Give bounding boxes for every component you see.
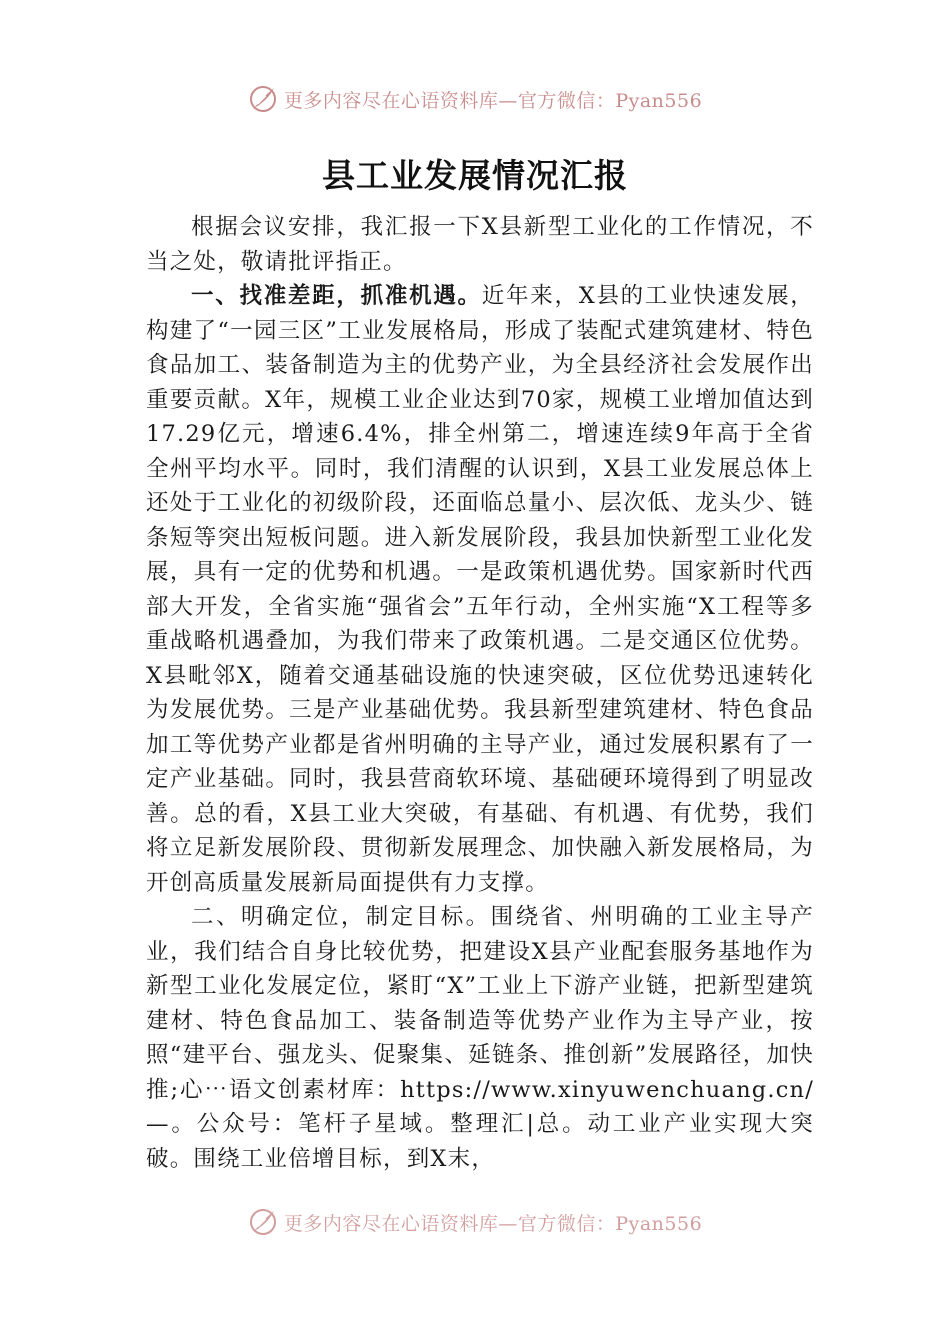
intro-paragraph: 根据会议安排，我汇报一下X县新型工业化的工作情况，不当之处，敬请批评指正。	[146, 214, 814, 275]
watermark-footer	[0, 1207, 950, 1237]
document-body	[146, 210, 814, 1176]
watermark-text: 更多内容尽在心语资料库—官方微信：Pyan556	[283, 1212, 703, 1235]
section1-paragraph	[146, 279, 814, 900]
section2-paragraph: 二、明确定位，制定目标。围绕省、州明确的工业主导产业，我们结合自身比较优势，把建设X县产业配套服务基地作为新型工业化发展定位，紧盯“X”工业上下游产业链，把新型建筑建材、特色食品加工、装备制造等优势产业作为主导产业，按照“建平台、强龙头、促聚集、延链条、推创新”发展路径，加快推;心⋯语文创素材库：https://www.xinyuwenchuang.cn/—。公众号：笔杆子星域。整理汇|总。动工业产业实现大突破。围绕工业倍增目标，到X末，	[146, 904, 814, 1172]
watermark-header	[0, 84, 950, 114]
feather-logo-icon	[248, 84, 278, 114]
section1-heading: 一、找准差距，抓准机遇。	[191, 283, 482, 309]
watermark-text: 更多内容尽在心语资料库—官方微信：Pyan556	[283, 89, 703, 112]
section1-body: 近年来，X县的工业快速发展，构建了“一园三区”工业发展格局，形成了装配式建筑建材、特色食品加工、装备制造为主的优势产业，为全县经济社会发展作出重要贡献。X年，规模工业企业达到70家，规模工业增加值达到17.29亿元，增速6.4%，排全州第二，增速连续9年高于全省全州平均水平。同时，我们清醒的认识到，X县工业发展总体上还处于工业化的初级阶段，还面临总量小、层次低、龙头少、链条短等突出短板问题。进入新发展阶段，我县加快新型工业化发展，具有一定的优势和机遇。一是政策机遇优势。国家新时代西部大开发，全省实施“强省会”五年行动，全州实施“X工程等多重战略机遇叠加，为我们带来了政策机遇。二是交通区位优势。X县毗邻X，随着交通基础设施的快速突破，区位优势迅速转化为发展优势。三是产业基础优势。我县新型建筑建材、特色食品加工等优势产业都是省州明确的主导产业，通过发展积累有了一定产业基础。同时，我县营商软环境、基础硬环境得到了明显改善。总的看，X县工业大突破，有基础、有机遇、有优势，我们将立足新发展阶段、贯彻新发展理念、加快融入新发展格局，为开创高质量发展新局面提供有力支撑。	[146, 283, 814, 896]
document-title: 县工业发展情况汇报	[322, 156, 628, 195]
feather-logo-icon	[248, 1207, 278, 1237]
